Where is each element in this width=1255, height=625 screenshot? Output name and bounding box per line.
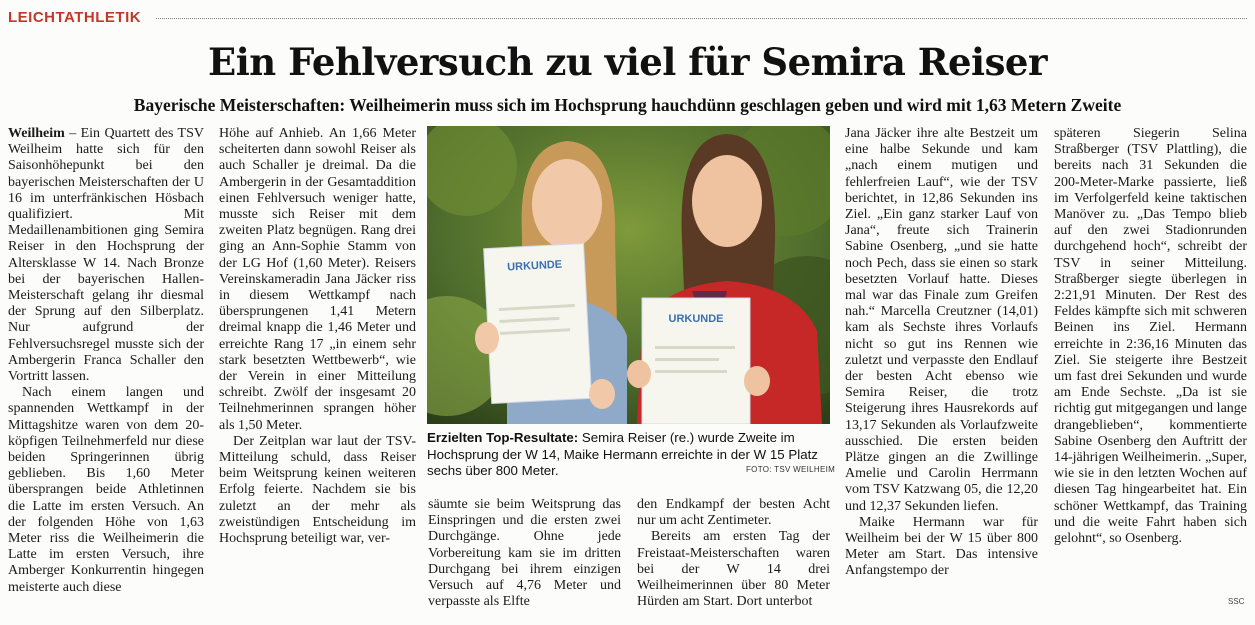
article-column-1 (8, 126, 204, 596)
certificate-title-left: URKUNDE (506, 258, 563, 274)
photo-credit: FOTO: TSV WEILHEIM (746, 465, 836, 474)
paragraph: Höhe auf Anhieb. An 1,66 Meter scheiterten dann sowohl Reiser als auch Schaller je dreimal. Da die Ambergerin in der Gesamtaddition einen Fehlversuch weniger hatte, musste sich Reiser mit dem zweiten Platz begnügen. Rang drei ging an Ann-Sophie Stamm von der LG Hof (1,60 Meter). Reisers Vereinskameradin Jana Jäcker riss in diesem Wettkampf nach übersprungenen 1,41 Metern dreimal knapp die 1,46 Meter und erreichte Rang 17 „in einem sehr stark besetzten Wettbewerb“, wie der Verein in einer Mitteilung schreibt. Zwölf der insgesamt 20 Teilnehmerinnen sprangen höher als 1,50 Meter. (219, 126, 416, 433)
paragraph: Nach einem langen und spannenden Wettkampf in der Mittagshitze waren von dem 20-köpfigen Teilnehmerfeld nur diese beiden Springerinnen übrig geblieben. Bis 1,60 Meter übersprangen beide Athletinnen die Latte im ersten Versuch. An der folgenden Höhe von 1,63 Meter riss die Weilheimerin die Latte im ersten Versuch, ihre Amberger Konkurrentin hingegen meisterte auch diese (8, 385, 204, 595)
photo-illustration (427, 126, 830, 424)
paragraph: späteren Siegerin Selina Straßberger (TSV Plattling), die bereits nach 31 Sekunden die 200-Meter-Marke passierte, ließ im Verfolgerfeld keine taktischen Manöver zu. „Das Tempo blieb auf den zwei Stadionrunden durchgehend hoch“, schreibt der TSV in seiner Mitteilung. Straßberger siegte überlegen in 2:21,91 Minuten. Der Rest des Feldes kämpfte sich mit schweren Beinen ins Ziel. Hermann erreichte in 2:36,16 Minuten das Ziel. Sie steigerte ihre Bestzeit um fast drei Sekunden und wurde am Ende Sechste. „Da ist sie richtig gut mitgegangen und lange drangeblieben“, kommentierte Sabine Osenberg den Auftritt der 14-jährigen Weilheimerin. „Super, wie sie in den letzten Wochen auf diesen Tag hingearbeitet hat. Ein schöner Wettkampf, das Training und die weite Fahrt haben sich gelohnt“, so Osenberg. (1054, 126, 1247, 547)
article-subheadline: Bayerische Meisterschaften: Weilheimerin muss sich im Hochsprung hauchdünn geschlagen geben und wird mit 1,63 Metern Zweite (133, 95, 1122, 115)
article-headline: Ein Fehlversuch zu viel für Semira Reiser (208, 40, 1047, 84)
paragraph: den Endkampf der besten Acht nur um acht Zentimeter. (637, 497, 830, 529)
paragraph: säumte sie beim Weitsprung das Einspringen und die ersten zwei Durchgänge. Ohne jede Vorbereitung kam sie im dritten Durchgang bei ihrem einzigen Versuch auf 4,76 Meter und verpasste als Elfte (428, 497, 621, 610)
dateline: Weilheim (8, 126, 65, 141)
paragraph: Jana Jäcker ihre alte Bestzeit um eine halbe Sekunde und kam „nach einem mutigen und fehlerfreien Lauf“, wie der TSV berichtet, in 12,86 Sekunden ins Ziel. „Ein ganz starker Lauf von Jana“, freute sich Trainerin Sabine Osenberg, „und sie hatte noch Pech, dass sie einen so stark besetzten Vorlauf hatte. Dieses mal war das Finale zum Greifen nah.“ Marcella Creutzner (14,01) kam als Sechste ihres Vorlaufs nicht so gut ins Rennen wie zuletzt und verpasste den Endlauf der besten Acht ebenso wie Semira Reiser, die trotz Steigerung ihres Hausrekords auf 13,17 Sekunden als Vorlaufzweite ausschied. Die ersten beiden Plätze gingen an die Zwillinge Amelie und Carolin Herrmann vom TSV Katzwang 05, die 12,20 und 12,37 Sekunden liefen. (845, 126, 1038, 514)
article-column-4 (637, 497, 830, 610)
paragraph: Der Zeitplan war laut der TSV-Mitteilung schuld, dass Reiser beim Weitsprung keinen weiteren Erfolg feierte. Nachdem sie bis zuletzt an der mehr als zweistündigen Entscheidung im Hochsprung beteiligt war, ver- (219, 433, 416, 547)
article-column-2 (219, 126, 416, 547)
article-column-3 (428, 497, 621, 610)
certificate-title-right: URKUNDE (668, 313, 724, 325)
article-column-5 (845, 126, 1038, 580)
article-photo (427, 126, 830, 424)
paragraph: Bereits am ersten Tag der Freistaat-Meisterschaften waren bei der W 14 drei Weilheimerinnen über 80 Meter Hürden am Start. Dort unterbot (637, 529, 830, 610)
caption-lead: Erzielten Top-Resultate: (427, 430, 579, 445)
paragraph: Maike Hermann war für Weilheim bei der W 15 über 800 Meter am Start. Das intensive Anfangstempo der (845, 514, 1038, 579)
rubric-divider (156, 18, 1247, 19)
caption-text: Semira Reiser (re.) wurde Zweite im Hochsprung der W 14, Maike Hermann erreichte in der W 15 Platz sechs über 800 Meter. (427, 430, 818, 478)
paragraph-text: – Ein Quartett des TSV Weilheim hatte sich für den Saisonhöhepunkt bei den bayerischen Meisterschaften der U 16 im unterfränkischen Hösbach qualifiziert. Mit Medaillenambitionen ging Semira Reiser in den Hochsprung der Altersklasse W 14. Nach Bronze bei der bayerischen Hallen-Meisterschaft gelang ihr diesmal der Sprung auf den Silberplatz. Nur aufgrund der Fehlversuchsregel musste sich der Ambergerin Franca Schaller den Vortritt lassen. (8, 126, 204, 385)
author-initials: SSC (1228, 597, 1245, 606)
section-rubric: LEICHTATHLETIK (8, 9, 142, 26)
paragraph (8, 126, 204, 385)
article-column-6 (1054, 126, 1247, 547)
